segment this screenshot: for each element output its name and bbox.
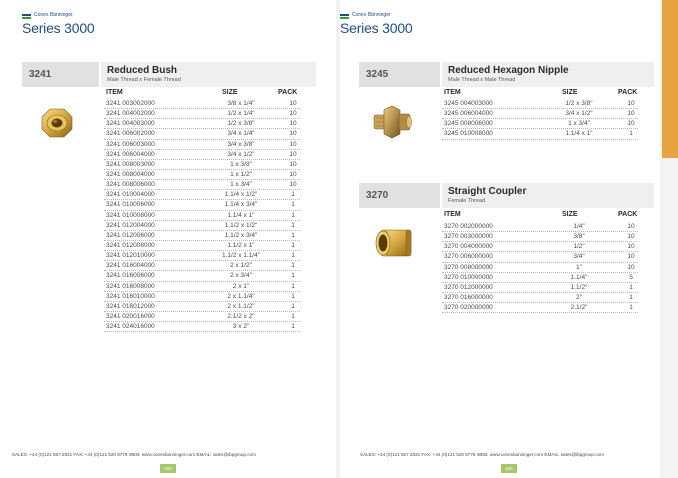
table-row — [104, 292, 300, 302]
col-size: SIZE — [562, 89, 578, 96]
table-row — [104, 211, 300, 221]
size-cell: 1.1/2 x 1.1/4" — [221, 252, 261, 260]
product-code: 3241 — [22, 62, 99, 87]
pack-cell: 10 — [627, 110, 635, 118]
size-cell: 2 x 3/4" — [230, 272, 252, 280]
table-row — [442, 99, 638, 109]
pack-cell: 10 — [289, 120, 297, 128]
footer-contact: SALES: +44 (0)121 557 2831 FAX: +44 (0)121 520 8778 WEB: www.conexbanninger.com EMAIL: sales@ibpgroup.com — [12, 452, 256, 457]
brand-logo-mark — [22, 14, 31, 19]
table-row — [442, 232, 638, 242]
size-cell: 1.1/4 x 3/4" — [224, 201, 258, 209]
hexagon-nipple-photo — [370, 100, 414, 144]
size-cell: 1 x 1/2" — [230, 170, 252, 178]
table-row — [442, 109, 638, 119]
table-row — [104, 170, 300, 180]
size-cell: 3/4 x 3/8" — [227, 140, 255, 148]
size-cell: 2" — [576, 293, 582, 301]
table-row — [104, 160, 300, 170]
table-row — [104, 302, 300, 312]
product-title: Straight Coupler — [448, 186, 527, 197]
table-header — [442, 89, 654, 98]
table-row — [104, 180, 300, 190]
item-code-cell: 3270 020000000 — [444, 304, 493, 312]
item-code-cell: 3241 016008000 — [106, 282, 155, 290]
size-cell: 1" — [576, 263, 582, 271]
item-code-cell: 3241 012008000 — [106, 241, 155, 249]
col-item: ITEM — [106, 89, 123, 96]
item-code-cell: 3241 012004000 — [106, 221, 155, 229]
pack-cell: 1 — [291, 282, 295, 290]
pack-cell: 10 — [627, 100, 635, 107]
right-page — [340, 0, 660, 478]
size-cell: 3/4 x 1/4" — [227, 130, 255, 138]
product-title-box — [442, 183, 654, 208]
product-title: Reduced Hexagon Nipple — [448, 65, 569, 76]
pack-cell: 1 — [629, 293, 633, 301]
pack-cell: 1 — [291, 292, 295, 300]
pack-cell: 1 — [291, 201, 295, 209]
pack-cell: 10 — [289, 181, 297, 189]
item-code-cell: 3241 008006000 — [106, 181, 155, 189]
size-cell: 1/2" — [573, 243, 585, 251]
size-cell: 3/4 x 1/2" — [565, 110, 593, 118]
table-row — [442, 252, 638, 262]
item-code-cell: 3241 003002000 — [106, 100, 155, 107]
table-header — [104, 89, 314, 98]
pack-cell: 5 — [629, 273, 633, 281]
table-row — [104, 251, 300, 261]
size-cell: 1.1/4 x 1" — [227, 211, 255, 219]
pack-cell: 10 — [627, 263, 635, 271]
pack-cell: 1 — [629, 130, 633, 138]
item-code-cell: 3241 016006000 — [106, 272, 155, 280]
item-code-cell: 3270 006000000 — [444, 253, 493, 261]
left-page — [0, 0, 336, 478]
size-cell: 3/4 x 1/2" — [227, 150, 255, 158]
product-code: 3270 — [359, 183, 440, 208]
size-cell: 1.1/4" — [570, 273, 588, 281]
size-cell: 1.1/4 x 1/2" — [224, 191, 258, 199]
series-title: Series 3000 — [340, 20, 413, 36]
item-code-cell: 3270 008000000 — [444, 263, 493, 271]
col-pack: PACK — [618, 211, 638, 218]
pack-cell: 1 — [629, 283, 633, 291]
item-code-cell: 3245 008006000 — [444, 120, 493, 128]
product-subtitle: Female Thread — [448, 198, 486, 204]
table-row — [442, 119, 638, 129]
pack-cell: 10 — [627, 223, 635, 230]
item-code-cell: 3241 006004000 — [106, 150, 155, 158]
product-title-box — [442, 62, 654, 87]
item-code-cell: 3241 008004000 — [106, 170, 155, 178]
table-row — [442, 273, 638, 283]
table-row — [442, 303, 638, 313]
series-title: Series 3000 — [22, 20, 95, 36]
hexagon-nipple-table — [442, 99, 638, 140]
table-row — [104, 140, 300, 150]
size-cell: 1/2 x 1/4" — [227, 110, 255, 118]
col-size: SIZE — [222, 89, 238, 96]
table-row — [104, 129, 300, 139]
pack-cell: 10 — [289, 100, 297, 107]
item-code-cell: 3270 003000000 — [444, 233, 493, 241]
col-pack: PACK — [618, 89, 638, 96]
size-cell: 2.1/2 x 2" — [227, 312, 255, 320]
size-cell: 1/2 x 3/8" — [227, 120, 255, 128]
size-cell: 2 x 1.1/2" — [227, 302, 255, 310]
pack-cell: 1 — [291, 302, 295, 310]
pack-cell: 1 — [291, 262, 295, 270]
pack-cell: 10 — [627, 243, 635, 251]
col-size: SIZE — [562, 211, 578, 218]
brand-name: Conex Bänninger — [34, 12, 73, 18]
product-subtitle: Male Thread x Female Thread — [107, 77, 181, 83]
size-cell: 2 x 1" — [232, 282, 250, 290]
size-cell: 1 x 3/4" — [568, 120, 590, 128]
size-cell: 1.1/2 x 1" — [227, 241, 255, 249]
size-cell: 1.1/2 x 1/2" — [224, 221, 258, 229]
size-cell: 1 x 3/4" — [230, 181, 252, 189]
item-code-cell: 3270 016000000 — [444, 293, 493, 301]
item-code-cell: 3241 010008000 — [106, 211, 155, 219]
item-code-cell: 3241 010004000 — [106, 191, 155, 199]
table-row — [104, 282, 300, 292]
pack-cell: 10 — [627, 253, 635, 261]
size-cell: 1/4" — [573, 223, 585, 230]
pack-cell: 1 — [629, 304, 633, 312]
pack-cell: 1 — [291, 221, 295, 229]
item-code-cell: 3241 004003000 — [106, 120, 155, 128]
pack-cell: 10 — [289, 160, 297, 168]
pack-cell: 1 — [291, 312, 295, 320]
table-row — [442, 222, 638, 232]
item-code-cell: 3241 020016000 — [106, 312, 155, 320]
straight-coupler-photo — [373, 221, 419, 263]
size-cell: 2 x 1/2" — [230, 262, 252, 270]
section-side-tab — [662, 0, 678, 158]
size-cell: 1.1/2" — [570, 283, 588, 291]
item-code-cell: 3245 006004000 — [444, 110, 493, 118]
item-code-cell: 3241 016012000 — [106, 302, 155, 310]
item-code-cell: 3241 024016000 — [106, 323, 155, 331]
pack-cell: 10 — [627, 233, 635, 241]
size-cell: 3/8 x 1/4" — [227, 100, 255, 107]
pack-cell: 10 — [289, 170, 297, 178]
pack-cell: 1 — [291, 191, 295, 199]
pack-cell: 1 — [291, 323, 295, 331]
pack-cell: 1 — [291, 272, 295, 280]
table-row — [104, 322, 300, 332]
pack-cell: 10 — [289, 140, 297, 148]
item-code-cell: 3241 006002000 — [106, 130, 155, 138]
item-code-cell: 3245 010008000 — [444, 130, 493, 138]
footer-contact: SALES: +44 (0)121 557 2831 FAX: +44 (0)121 520 8778 WEB: www.conexbanninger.com EMAIL: sales@ibpgroup.com — [360, 452, 604, 457]
brand-name: Conex Bänninger — [352, 12, 391, 18]
table-row — [104, 261, 300, 271]
size-cell: 2.1/2" — [570, 304, 588, 312]
pack-cell: 1 — [291, 252, 295, 260]
item-code-cell: 3241 006003000 — [106, 140, 155, 148]
table-row — [104, 221, 300, 231]
table-row — [442, 293, 638, 303]
product-title: Reduced Bush — [107, 65, 178, 76]
item-code-cell: 3270 002000000 — [444, 223, 493, 230]
item-code-cell: 3241 012006000 — [106, 231, 155, 239]
page-number: 184 — [160, 464, 176, 473]
item-code-cell: 3241 016004000 — [106, 262, 155, 270]
item-code-cell: 3270 012000000 — [444, 283, 493, 291]
product-subtitle: Male Thread x Male Thread — [448, 77, 516, 83]
item-code-cell: 3241 012010000 — [106, 252, 155, 260]
brand-logo-mark — [340, 14, 349, 19]
item-code-cell: 3270 010000000 — [444, 273, 493, 281]
pack-cell: 1 — [291, 231, 295, 239]
product-title-box — [101, 62, 316, 87]
table-row — [442, 283, 638, 293]
table-row — [442, 242, 638, 252]
reduced-bush-table — [104, 99, 300, 332]
table-header — [442, 211, 654, 220]
item-code-cell: 3241 010006000 — [106, 201, 155, 209]
product-code: 3245 — [359, 62, 440, 87]
col-item: ITEM — [444, 89, 461, 96]
table-row — [442, 129, 638, 139]
item-code-cell: 3241 016010000 — [106, 292, 155, 300]
pack-cell: 1 — [291, 211, 295, 219]
table-row — [104, 99, 300, 109]
size-cell: 3/4" — [573, 253, 585, 261]
size-cell: 1 x 3/8" — [230, 160, 252, 168]
item-code-cell: 3270 004000000 — [444, 243, 493, 251]
item-code-cell: 3241 008003000 — [106, 160, 155, 168]
item-code-cell: 3245 004003000 — [444, 100, 493, 107]
pack-cell: 10 — [289, 110, 297, 118]
size-cell: 1/2 x 3/8" — [565, 100, 593, 107]
table-row — [104, 150, 300, 160]
size-cell: 3 x 2" — [232, 323, 250, 331]
size-cell: 1.1/2 x 3/4" — [224, 231, 258, 239]
table-row — [104, 271, 300, 281]
item-code-cell: 3241 004002000 — [106, 110, 155, 118]
table-row — [104, 231, 300, 241]
page-number: 185 — [501, 464, 517, 473]
table-row — [104, 241, 300, 251]
table-row — [104, 119, 300, 129]
col-pack: PACK — [278, 89, 298, 96]
pack-cell: 10 — [289, 130, 297, 138]
pack-cell: 10 — [627, 120, 635, 128]
col-item: ITEM — [444, 211, 461, 218]
table-row — [104, 200, 300, 210]
size-cell: 3/8" — [573, 233, 585, 241]
pack-cell: 1 — [291, 241, 295, 249]
reduced-bush-photo — [36, 103, 78, 143]
pack-cell: 10 — [289, 150, 297, 158]
size-cell: 2 x 1.1/4" — [227, 292, 255, 300]
table-row — [104, 109, 300, 119]
table-row — [104, 190, 300, 200]
straight-coupler-table — [442, 222, 638, 313]
table-row — [104, 312, 300, 322]
table-row — [442, 263, 638, 273]
size-cell: 1.1/4 x 1" — [565, 130, 593, 138]
